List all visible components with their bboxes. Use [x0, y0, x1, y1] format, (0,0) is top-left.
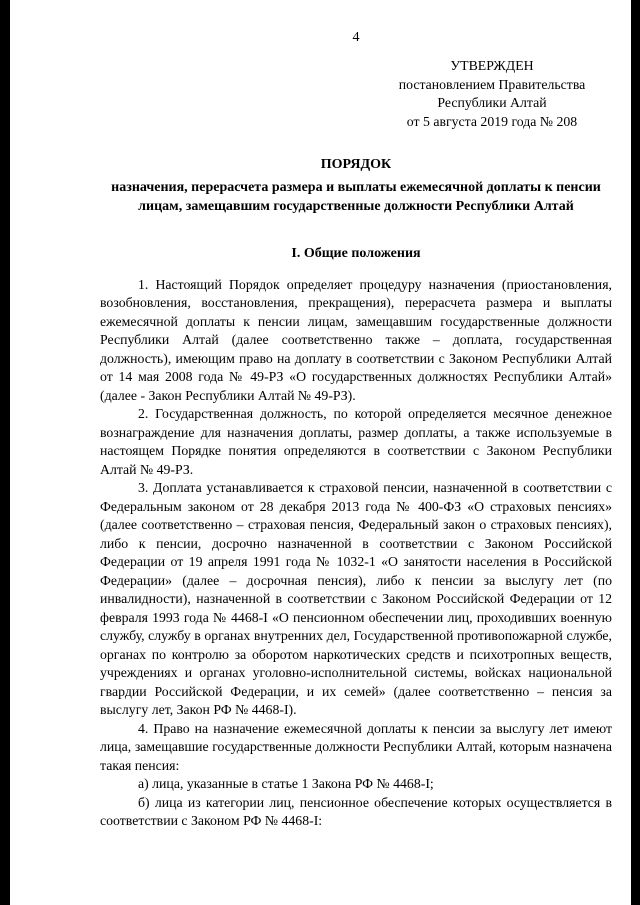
page-content	[100, 28, 612, 831]
paragraph: б) лица из категории лиц, пенсионное обеспечение которых осуществляется в соответствии с Законом РФ № 4468-I:	[100, 794, 612, 828]
scan-artifact-left	[0, 0, 10, 905]
paragraph: а) лица, указанные в статье 1 Закона РФ № 4468-I;	[138, 776, 434, 791]
paragraph: 1. Настоящий Порядок определяет процедуру назначения (приостановления, возобновления, восстановления, прекращения), перерасчета размера и выплаты ежемесячной доплаты к пенсии лицам, замещавшим государственные должности Республики Алтай (далее соответственно также – доплата, государственная должность), имеющим право на доплату в соответствии с Законом Республики Алтай от 14 мая 2008 года № 49-РЗ «О государственных должностях Республики Алтай» (далее - Закон Республики Алтай № 49-РЗ).	[100, 276, 612, 403]
approval-line: Республики Алтай	[437, 95, 547, 110]
scan-artifact-right	[631, 0, 640, 905]
paragraph: 4. Право на назначение ежемесячной доплаты к пенсии за выслугу лет имеют лица, замещавшие государственные должности Республики Алтай, которым назначена такая пенсия:	[100, 720, 612, 773]
approval-block	[372, 57, 612, 131]
paragraph: 3. Доплата устанавливается к страховой пенсии, назначенной в соответствии с Федеральным законом от 28 декабря 2013 года № 400-ФЗ «О страховых пенсиях» (далее соответственно – страховая пенсия, Федеральный закон о страховых пенсиях), либо к пенсии, досрочно назначенной в соответствии с Законом Российской Федерации от 19 апреля 1991 года № 1032-1 «О занятости населения в Российской Федерации» (далее – досрочная пенсия), либо к пенсии за выслугу лет (по инвалидности), назначенной в соответствии с Законом Российской Федерации от 12 февраля 1993 года № 4468-I «О пенсионном обеспечении лиц, проходивших военную службу, службу в органах внутренних дел, Государственной противопожарной службе, органах по контролю за оборотом наркотических средств и психотропных веществ, учреждениях и органах уголовно-исполнительной системы, войсках национальной гвардии Российской Федерации, и их семей» (далее соответственно – пенсия за выслугу лет, Закон РФ № 4468-I).	[100, 480, 612, 717]
document-subtitle: назначения, перерасчета размера и выплаты ежемесячной доплаты к пенсии лицам, замещавшим государственные должности Республики Алтай	[111, 179, 601, 214]
approval-line: от 5 августа 2019 года № 208	[406, 113, 578, 129]
approval-line: постановлением Правительства	[398, 76, 586, 92]
body-text	[100, 276, 612, 831]
title-block	[100, 155, 612, 217]
document-title: ПОРЯДОК	[320, 157, 392, 172]
section-heading: I. Общие положения	[291, 245, 421, 261]
approval-line: УТВЕРЖДЕН	[450, 58, 534, 73]
page-number: 4	[352, 30, 360, 45]
paragraph: 2. Государственная должность, по которой определяется месячное денежное вознаграждение для назначения доплаты, размер доплаты, а также используемые в настоящем Порядке понятия определяются в соответствии с Законом Республики Алтай № 49-РЗ.	[100, 406, 612, 477]
